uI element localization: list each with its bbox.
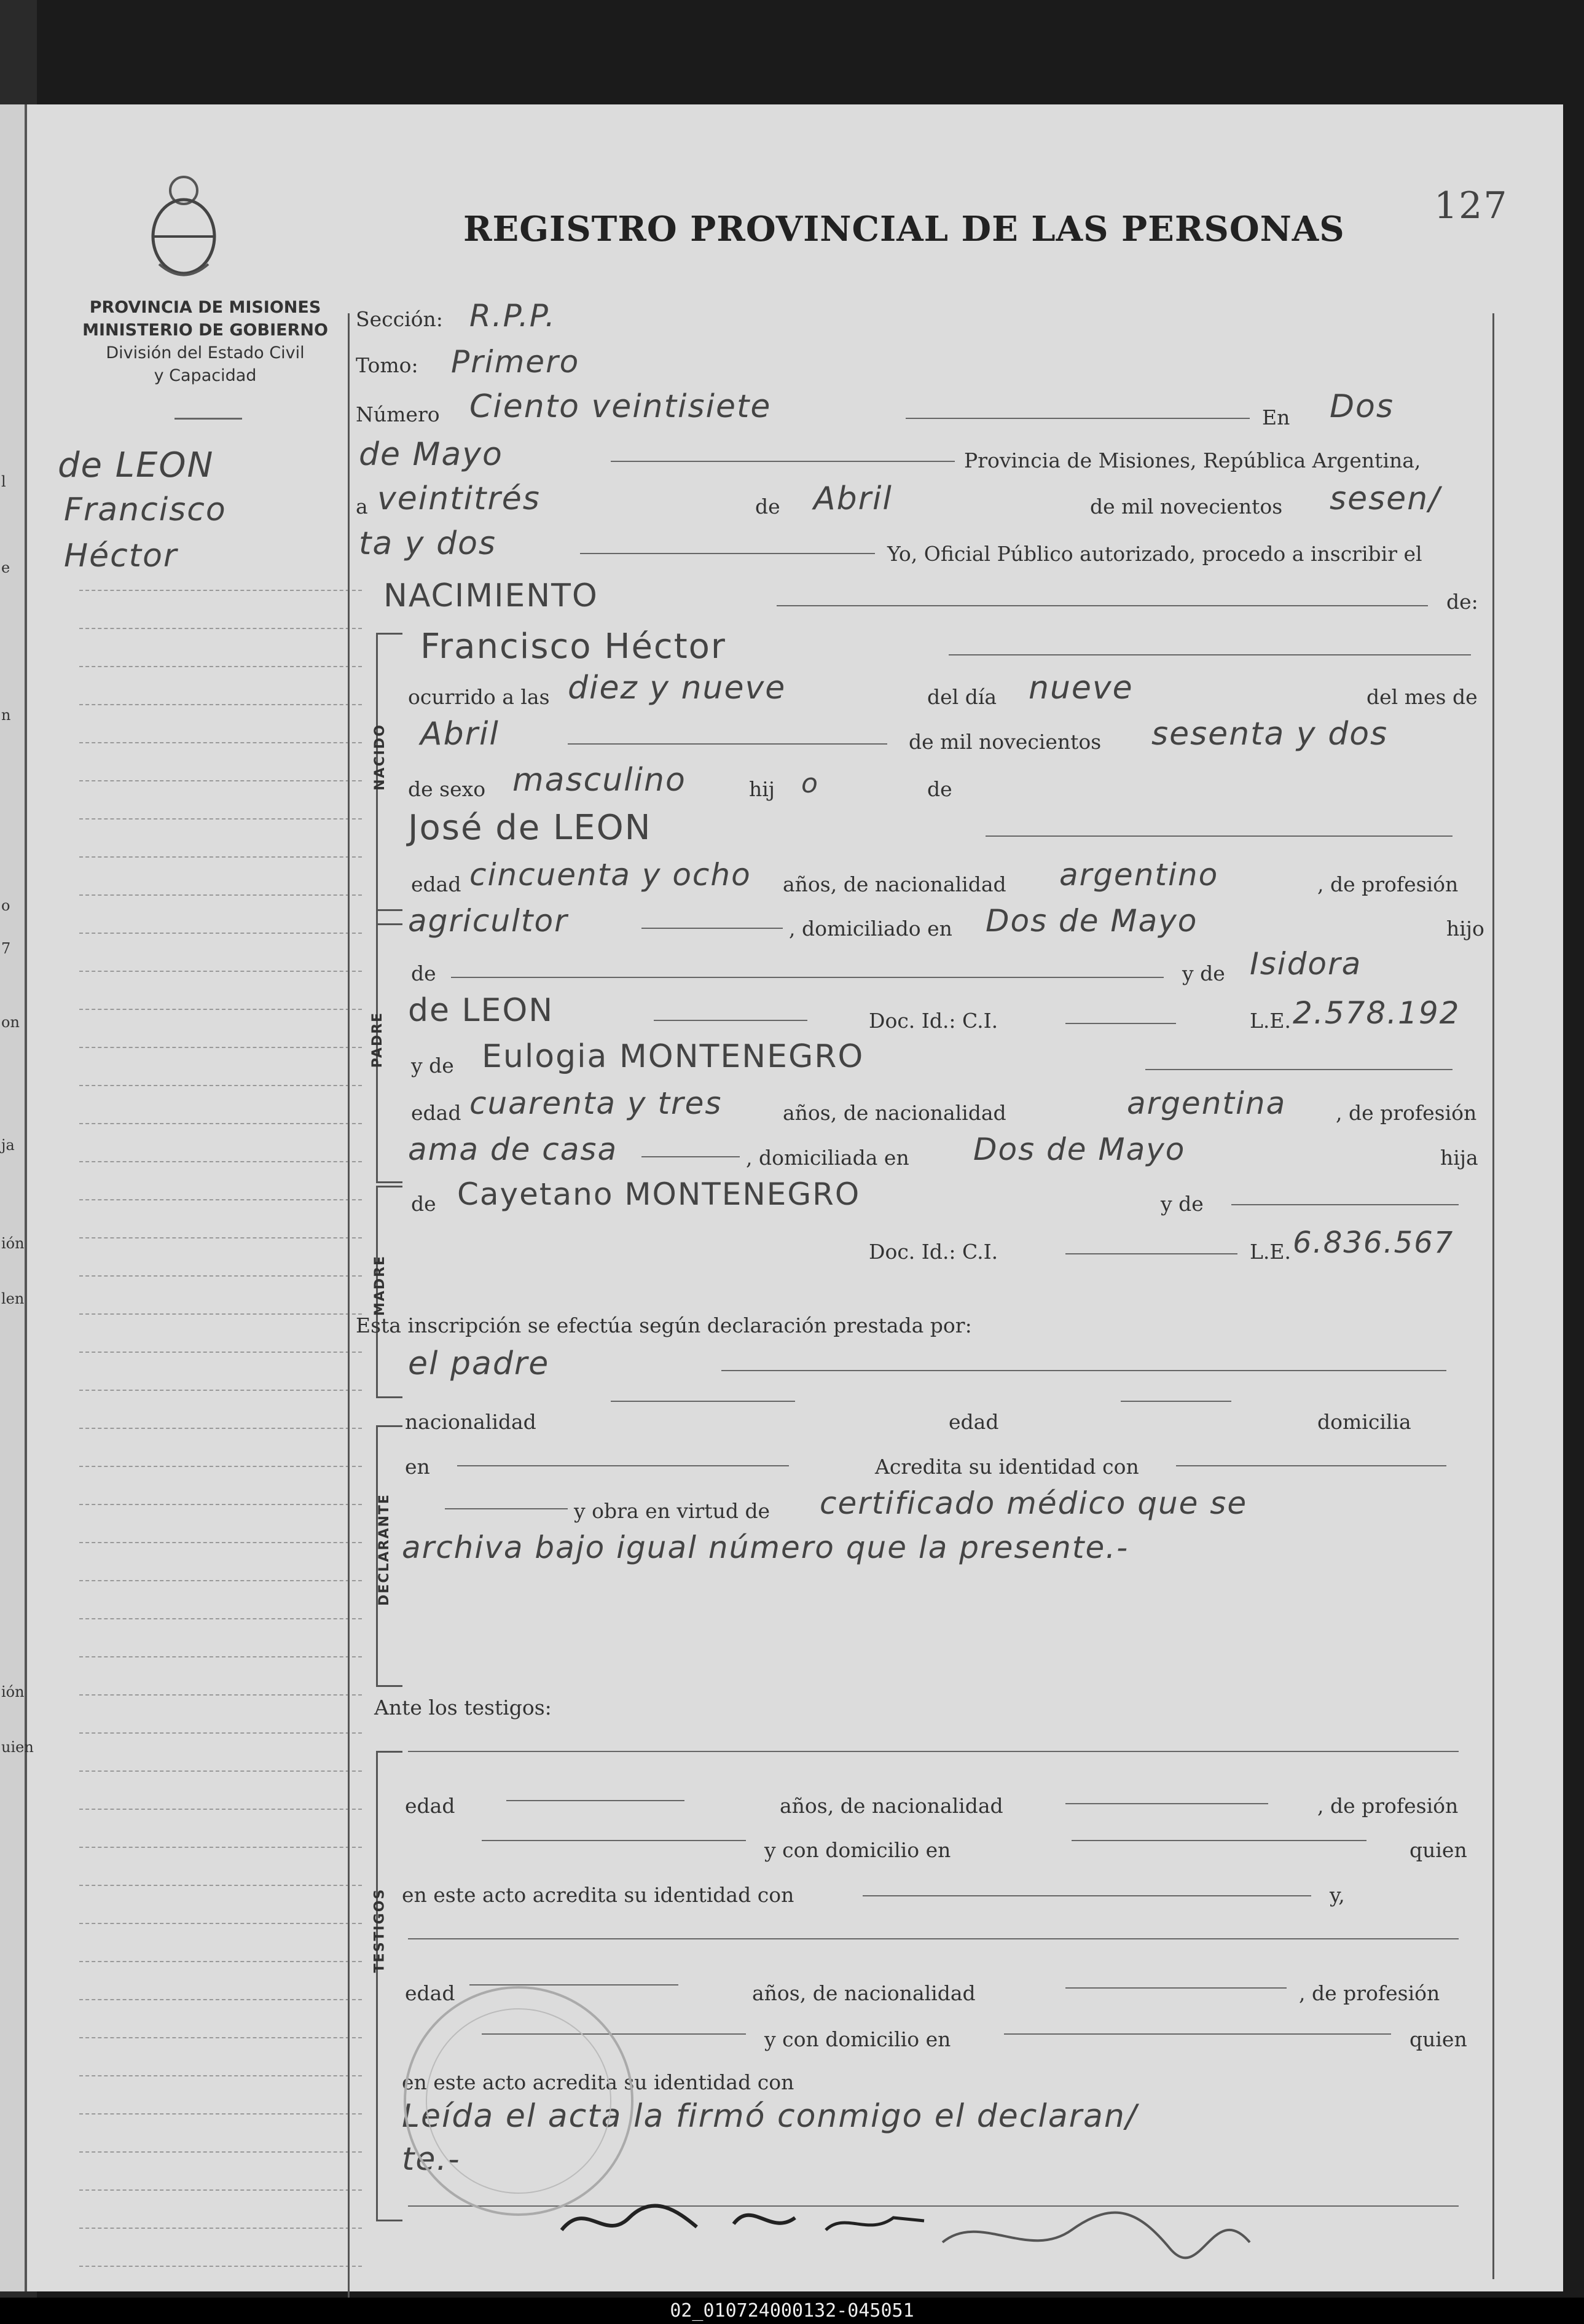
fill-line <box>1121 1401 1231 1402</box>
fragment-text: 7 <box>1 940 11 957</box>
margin-rule <box>79 1313 362 1315</box>
t-edad-label: edad <box>405 1794 455 1818</box>
hora-value: diez y nueve <box>568 670 786 706</box>
form-right-border <box>1492 313 1494 2279</box>
margin-rule <box>79 2037 362 2038</box>
t-prof-label: , de profesión <box>1299 1981 1440 2005</box>
abuela-value-cont: de LEON <box>408 992 554 1029</box>
fill-line <box>611 1401 795 1402</box>
numero-label: Número <box>356 402 440 426</box>
margin-rule <box>79 666 362 667</box>
t-quien-label: quien <box>1410 1838 1467 1862</box>
certificado-value-cont: archiva bajo igual número que la presente.- <box>402 1530 1129 1565</box>
previous-page-edge <box>0 104 25 2291</box>
y-de3-label: y de <box>1161 1192 1204 1216</box>
t-dom-label: y con domicilio en <box>764 1838 951 1862</box>
t-y-label: y, <box>1330 1883 1345 1907</box>
anios-nac-label: años, de nacionalidad <box>783 1101 1006 1125</box>
margin-rule <box>79 1352 362 1353</box>
margin-name: Francisco <box>64 491 227 528</box>
del-dia-label: del día <box>927 685 997 709</box>
margin-rule <box>79 1923 362 1924</box>
fill-line <box>906 418 1250 419</box>
margin-rule <box>79 1199 362 1200</box>
sexo-value: masculino <box>512 762 686 799</box>
madre-edad-value: cuarenta y tres <box>469 1086 723 1121</box>
label-nacido: NACIDO <box>372 724 388 791</box>
fill-line <box>654 1020 807 1021</box>
margin-rule <box>79 1275 362 1277</box>
de-mil-label: de mil novecientos <box>1090 495 1283 518</box>
provincia-label: Provincia de Misiones, República Argentina, <box>964 448 1421 472</box>
t-edad-label: edad <box>405 1981 455 2005</box>
t-dom-label: y con domicilio en <box>764 2027 951 2051</box>
margin-rule <box>79 1809 362 1810</box>
y-de-label: y de <box>1182 961 1225 985</box>
profesion-label: , de profesión <box>1336 1101 1477 1125</box>
margin-rule <box>79 1999 362 2000</box>
margin-rule <box>79 1390 362 1391</box>
fill-line <box>568 743 887 745</box>
de-colon-label: de: <box>1446 590 1478 614</box>
fill-line <box>1065 1023 1176 1024</box>
coat-of-arms-icon <box>141 163 227 286</box>
register-page <box>1 104 1563 2291</box>
margin-surname: de LEON <box>58 445 214 485</box>
fragment-text: e <box>1 559 10 576</box>
anio-nac-value: sesenta y dos <box>1151 716 1389 753</box>
tomo-label: Tomo: <box>356 353 418 377</box>
esta-insc-label: Esta inscripción se efectúa según declaración prestada por: <box>356 1313 972 1337</box>
image-footer <box>0 2298 1584 2324</box>
fill-line <box>641 1156 740 1157</box>
margin-rule <box>79 1466 362 1467</box>
nombre-value: Francisco Héctor <box>420 627 726 667</box>
fill-line <box>408 1751 1459 1752</box>
label-testigos: TESTIGOS <box>372 1888 388 1973</box>
fragment-text: len <box>1 1290 25 1307</box>
edad-label: edad <box>411 1101 461 1125</box>
y-de2-label: y de <box>411 1054 454 1078</box>
profesion-label: , de profesión <box>1317 872 1459 896</box>
margin-rule <box>79 1618 362 1619</box>
label-madre: MADRE <box>372 1254 388 1317</box>
abuela-value: Isidora <box>1250 946 1362 982</box>
margin-name: Héctor <box>64 538 178 574</box>
seccion-value: R.P.P. <box>469 298 556 334</box>
fill-line <box>611 461 955 462</box>
margin-rule <box>79 2075 362 2076</box>
issuer-line: PROVINCIA DE MISIONES <box>89 298 321 317</box>
fill-line <box>1072 1840 1366 1841</box>
margin-rule <box>79 1694 362 1696</box>
margin-rule <box>79 1237 362 1238</box>
hija-label: hija <box>1440 1146 1478 1170</box>
en-label: En <box>1262 405 1290 429</box>
del-mes-label: del mes de <box>1366 685 1478 709</box>
padre-edad-value: cincuenta y ocho <box>469 857 751 893</box>
t-anios-label: años, de nacionalidad <box>752 1981 976 2005</box>
fill-line <box>1145 1069 1453 1070</box>
nacionalidad-label: nacionalidad <box>405 1410 536 1434</box>
margin-rule <box>79 742 362 743</box>
fragment-text: ión <box>1 1683 25 1700</box>
fill-line <box>457 1465 789 1466</box>
anio-value-cont: ta y dos <box>359 525 496 562</box>
fill-line <box>580 553 875 554</box>
margin-rule <box>79 971 362 972</box>
domicilia-label: domicilia <box>1317 1410 1411 1434</box>
numero-value: Ciento veintisiete <box>469 388 772 425</box>
margin-rule <box>79 1580 362 1581</box>
t-acto-label: en este acto acredita su identidad con <box>402 1883 794 1907</box>
fragment-text: on <box>1 1014 20 1031</box>
mes-nac-value: Abril <box>420 716 500 753</box>
hijo-suffix: o <box>801 768 819 799</box>
margin-rule <box>79 1161 362 1162</box>
label-padre: PADRE <box>370 1011 386 1068</box>
padre-dom-value: Dos de Mayo <box>986 903 1198 939</box>
fill-line <box>863 1895 1311 1896</box>
margin-rule <box>79 1847 362 1848</box>
ante-label: Ante los testigos: <box>374 1696 552 1720</box>
anios-nac-label: años, de nacionalidad <box>783 872 1006 896</box>
margin-rule <box>79 704 362 705</box>
sexo-label: de sexo <box>408 777 486 801</box>
closing-statement-cont: te.- <box>402 2141 461 2178</box>
margin-rule <box>79 1885 362 1886</box>
fill-line <box>1004 2033 1391 2035</box>
margin-rule <box>79 1961 362 1962</box>
yo-label: Yo, Oficial Público autorizado, procedo a inscribir el <box>887 542 1422 566</box>
de4-label: de <box>411 961 436 985</box>
padre-nac-value: argentino <box>1059 857 1219 893</box>
fill-line <box>408 1938 1459 1939</box>
fragment-text: l <box>1 473 6 490</box>
closing-statement: Leída el acta la firmó conmigo el declaran/ <box>402 2098 1138 2135</box>
madre-dom-value: Dos de Mayo <box>973 1132 1186 1167</box>
margin-rule <box>79 1656 362 1657</box>
a-label: a <box>356 495 368 518</box>
acto-value: NACIMIENTO <box>383 577 598 614</box>
seccion-label: Sección: <box>356 307 443 331</box>
fill-line <box>445 1508 568 1509</box>
lugar-value: de Mayo <box>359 436 503 473</box>
margin-rule <box>79 1732 362 1734</box>
anio-value: sesen/ <box>1330 480 1441 517</box>
margin-rule <box>79 2228 362 2229</box>
issuer-header <box>52 298 359 385</box>
mes-value: Abril <box>814 480 893 517</box>
margin-rule <box>79 818 362 820</box>
issuer-line: División del Estado Civil <box>106 343 305 362</box>
ocurrido-label: ocurrido a las <box>408 685 550 709</box>
margin-rule <box>79 1428 362 1429</box>
margin-rule <box>79 1047 362 1048</box>
fragment-text: ja <box>1 1137 15 1154</box>
issuer-line: y Capacidad <box>154 366 257 385</box>
fill-line <box>451 977 1164 978</box>
domiciliada-label: , domiciliada en <box>746 1146 909 1170</box>
margin-rule <box>79 1542 362 1543</box>
signatures <box>549 2175 1317 2298</box>
margin-rule <box>79 2189 362 2191</box>
fill-line <box>986 835 1453 837</box>
fill-line <box>1231 1204 1459 1205</box>
de5-label: de <box>411 1192 436 1216</box>
margin-rule <box>79 590 362 591</box>
dia-value: veintitrés <box>377 480 541 517</box>
margin-rule <box>79 628 362 629</box>
form-left-border <box>348 313 350 2298</box>
hijo-label: hij <box>749 777 775 801</box>
doc-label: Doc. Id.: C.I. <box>869 1009 998 1033</box>
label-declarante: DECLARANTE <box>376 1493 392 1606</box>
margin-rule <box>79 1085 362 1086</box>
dia-nac-value: nueve <box>1029 670 1134 706</box>
acredita-label: Acredita su identidad con <box>875 1455 1139 1479</box>
margin-rule <box>79 856 362 858</box>
doc-label: Doc. Id.: C.I. <box>869 1240 998 1264</box>
fragment-text: o <box>1 897 10 914</box>
de-label: de <box>755 495 780 518</box>
de-mil2-label: de mil novecientos <box>909 730 1102 754</box>
fill-line <box>1176 1465 1446 1466</box>
madre-le-value: 6.836.567 <box>1293 1226 1454 1260</box>
fill-line <box>641 928 783 929</box>
le-label: L.E. <box>1250 1009 1291 1033</box>
t-anios-label: años, de nacionalidad <box>780 1794 1003 1818</box>
en-value: Dos <box>1330 388 1394 425</box>
fill-line <box>777 605 1428 606</box>
madre-value: Eulogia MONTENEGRO <box>482 1038 865 1075</box>
header-divider <box>174 418 242 420</box>
domiciliado-label: , domiciliado en <box>789 917 952 941</box>
page-number: 127 <box>1434 184 1508 227</box>
fill-line <box>482 1840 746 1841</box>
margin-rule <box>79 780 362 781</box>
edad-label: edad <box>411 872 461 896</box>
certificado-value: certificado médico que se <box>820 1485 1248 1521</box>
padre-le-value: 2.578.192 <box>1293 995 1460 1031</box>
margin-rule <box>79 894 362 896</box>
padre-value: José de LEON <box>408 808 652 848</box>
t-prof-label: , de profesión <box>1317 1794 1459 1818</box>
madre-prof-value: ama de casa <box>408 1132 618 1167</box>
margin-rule <box>79 933 362 934</box>
t-quien-label: quien <box>1410 2027 1467 2051</box>
fragment-text: n <box>1 706 11 724</box>
fill-line <box>949 654 1471 655</box>
margin-rule <box>79 2266 362 2267</box>
abuelo-value: Cayetano MONTENEGRO <box>457 1176 861 1212</box>
padre-prof-value: agricultor <box>408 903 568 939</box>
declarante-value: el padre <box>408 1345 550 1382</box>
t-acto-label: en este acto acredita su identidad con <box>402 2070 794 2094</box>
fill-line <box>1065 1253 1237 1254</box>
fragment-text: uien <box>1 1739 34 1756</box>
fill-line <box>1065 1987 1287 1989</box>
fill-line <box>721 1370 1446 1371</box>
fill-line <box>506 1800 684 1801</box>
madre-nac-value: argentina <box>1127 1086 1287 1121</box>
tomo-value: Primero <box>451 344 580 380</box>
en2-label: en <box>405 1455 430 1479</box>
fill-line <box>1065 1803 1268 1804</box>
image-code: 02_010724000132-045051 <box>670 2300 914 2322</box>
hijo2-label: hijo <box>1446 917 1484 941</box>
margin-rule <box>79 1504 362 1505</box>
de3-label: de <box>927 777 952 801</box>
margin-rule <box>79 2113 362 2115</box>
obra-label: y obra en virtud de <box>574 1499 770 1523</box>
le-label: L.E. <box>1250 1240 1291 1264</box>
margin-rule <box>79 1009 362 1010</box>
issuer-line: MINISTERIO DE GOBIERNO <box>82 321 328 340</box>
fragment-text: ión <box>1 1235 25 1252</box>
margin-rule <box>79 1770 362 1772</box>
edad2-label: edad <box>949 1410 999 1434</box>
margin-rule <box>79 2151 362 2153</box>
margin-rule <box>79 1123 362 1124</box>
page-title: REGISTRO PROVINCIAL DE LAS PERSONAS <box>463 209 1345 249</box>
